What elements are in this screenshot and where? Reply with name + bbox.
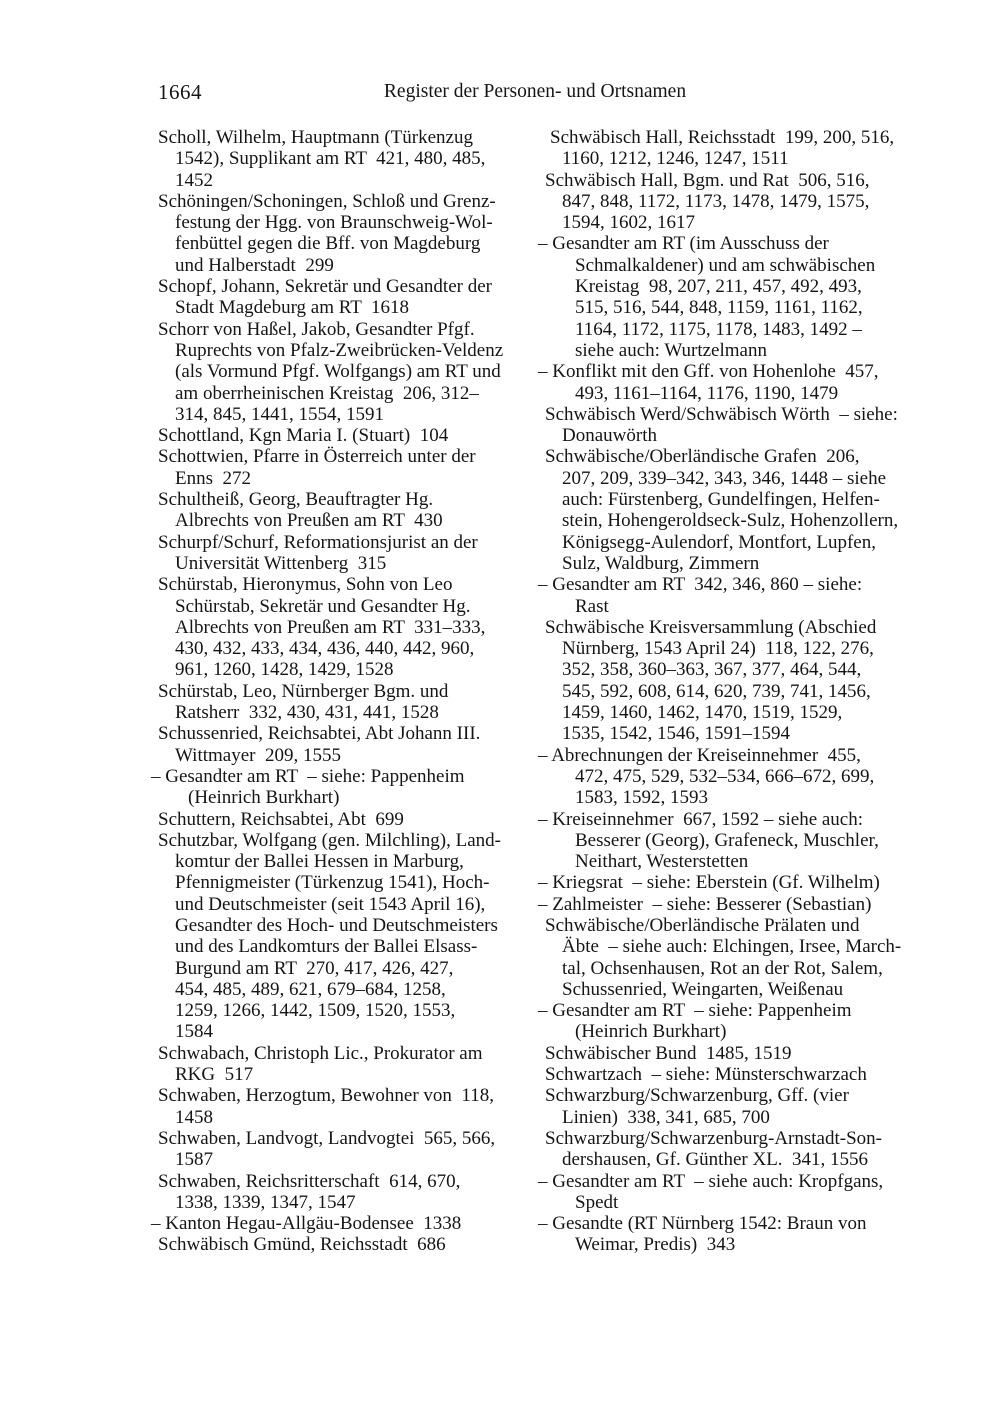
index-line: 1583, 1592, 1593: [575, 787, 708, 809]
index-line: 1458: [175, 1106, 213, 1128]
index-line: – Kanton Hegau-Allgäu-Bodensee 1338: [151, 1213, 462, 1235]
index-line: 352, 358, 360–363, 367, 377, 464, 544,: [562, 659, 862, 681]
index-line: – Gesandter am RT – siehe: Pappenheim: [151, 765, 465, 787]
index-line: Donauwörth: [562, 425, 657, 447]
index-line: und Halberstadt 299: [175, 254, 334, 276]
index-line: (als Vormund Pfgf. Wolfgangs) am RT und: [175, 361, 501, 383]
index-line: (Heinrich Burkhart): [575, 1021, 727, 1043]
index-line: – Gesandter am RT 342, 346, 860 – siehe:: [538, 574, 863, 596]
index-line: fenbüttel gegen die Bff. von Magdeburg: [175, 233, 481, 255]
page-header: [158, 80, 912, 106]
index-line: 847, 848, 1172, 1173, 1478, 1479, 1575,: [562, 190, 870, 212]
index-line: Weimar, Predis) 343: [575, 1234, 736, 1256]
index-line: 1452: [175, 169, 213, 191]
index-line: Schwaben, Reichsritterschaft 614, 670,: [158, 1170, 461, 1192]
index-line: – Gesandter am RT – siehe auch: Kropfgans,: [538, 1170, 884, 1192]
index-line: 961, 1260, 1428, 1429, 1528: [175, 659, 394, 681]
index-line: Enns 272: [175, 467, 251, 489]
index-line: Schwäbisch Hall, Reichsstadt 199, 200, 516,: [550, 127, 895, 148]
index-line: 1587: [175, 1149, 213, 1171]
index-line: Ruprechts von Pfalz-Zweibrücken-Veldenz: [175, 339, 504, 361]
index-line: Schuttern, Reichsabtei, Abt 699: [158, 808, 404, 830]
index-line: Schussenried, Reichsabtei, Abt Johann III.: [158, 723, 481, 745]
index-line: Schwäbische/Oberländische Grafen 206,: [545, 446, 860, 468]
running-title: Register der Personen- und Ortsnamen: [383, 81, 687, 102]
index-line: 454, 485, 489, 621, 679–684, 1258,: [175, 978, 446, 1000]
index-line: – Kriegsrat – siehe: Eberstein (Gf. Wilhelm): [538, 872, 880, 894]
index-line: Spedt: [575, 1191, 619, 1213]
index-line: Ratsherr 332, 430, 431, 441, 1528: [175, 702, 439, 724]
index-line: 1164, 1172, 1175, 1178, 1483, 1492 –: [575, 318, 862, 340]
index-column-left: [151, 127, 545, 1256]
index-line: Scholl, Wilhelm, Hauptmann (Türkenzug: [158, 127, 473, 148]
index-line: Schultheiß, Georg, Beauftragter Hg.: [158, 489, 434, 511]
index-line: Schutzbar, Wolfgang (gen. Milchling), Land-: [158, 829, 501, 851]
index-line: siehe auch: Wurtzelmann: [575, 339, 767, 361]
index-line: Universität Wittenberg 315: [175, 552, 387, 574]
index-line: Burgund am RT 270, 417, 426, 427,: [175, 957, 454, 979]
index-line: Neithart, Westerstetten: [575, 851, 749, 873]
index-line: 545, 592, 608, 614, 620, 739, 741, 1456,: [562, 680, 871, 702]
index-line: und des Landkomturs der Ballei Elsass-: [175, 936, 478, 958]
index-line: Schwaben, Herzogtum, Bewohner von 118,: [158, 1085, 494, 1107]
index-line: – Gesandter am RT (im Ausschuss der: [538, 233, 829, 255]
index-line: Schmalkaldener) und am schwäbischen: [575, 254, 876, 276]
index-line: dershausen, Gf. Günther XL. 341, 1556: [562, 1149, 869, 1171]
index-line: 430, 432, 433, 434, 436, 440, 442, 960,: [175, 638, 475, 660]
index-line: Gesandter des Hoch- und Deutschmeisters: [175, 914, 498, 936]
index-line: 472, 475, 529, 532–534, 666–672, 699,: [575, 765, 875, 787]
index-line: Schwarzburg/Schwarzenburg, Gff. (vier: [545, 1085, 849, 1107]
index-line: Schwäbisch Hall, Bgm. und Rat 506, 516,: [545, 169, 870, 191]
index-line: Schwäbische/Oberländische Prälaten und: [545, 914, 860, 936]
index-line: Schopf, Johann, Sekretär und Gesandter der: [158, 276, 492, 298]
index-line: (Heinrich Burkhart): [188, 787, 340, 809]
index-line: 1594, 1602, 1617: [562, 212, 695, 234]
index-line: Schürstab, Sekretär und Gesandter Hg.: [175, 595, 471, 617]
index-line: 1542), Supplikant am RT 421, 480, 485,: [175, 148, 486, 170]
index-line: Schussenried, Weingarten, Weißenau: [562, 978, 844, 1000]
index-line: tal, Ochsenhausen, Rot an der Rot, Salem,: [562, 957, 883, 979]
index-column-right: [538, 127, 945, 1256]
index-line: RKG 517: [175, 1064, 254, 1086]
index-line: 515, 516, 544, 848, 1159, 1161, 1162,: [575, 297, 863, 319]
index-line: Schwäbisch Gmünd, Reichsstadt 686: [158, 1234, 446, 1256]
index-line: auch: Fürstenberg, Gundelfingen, Helfen-: [562, 489, 880, 511]
index-line: am oberrheinischen Kreistag 206, 312–: [175, 382, 479, 404]
index-line: 1160, 1212, 1246, 1247, 1511: [562, 148, 789, 170]
index-line: Schürstab, Leo, Nürnberger Bgm. und: [158, 680, 449, 702]
index-line: Königsegg-Aulendorf, Montfort, Lupfen,: [562, 531, 876, 553]
index-line: Schürstab, Hieronymus, Sohn von Leo: [158, 574, 453, 596]
index-line: Linien) 338, 341, 685, 700: [562, 1106, 770, 1128]
index-line: Schöningen/Schoningen, Schloß und Grenz-: [158, 190, 496, 212]
index-line: Schwarzburg/Schwarzenburg-Arnstadt-Son-: [545, 1127, 882, 1149]
index-line: Besserer (Georg), Grafeneck, Muschler,: [575, 829, 879, 851]
index-line: 1459, 1460, 1462, 1470, 1519, 1529,: [562, 702, 843, 724]
index-line: – Abrechnungen der Kreiseinnehmer 455,: [538, 744, 861, 766]
index-line: Schurpf/Schurf, Reformationsjurist an der: [158, 531, 478, 553]
index-line: Schwäbischer Bund 1485, 1519: [545, 1042, 792, 1064]
index-line: und Deutschmeister (seit 1543 April 16),: [175, 893, 486, 915]
index-line: Schwäbisch Werd/Schwäbisch Wörth – siehe:: [545, 403, 898, 425]
index-line: Äbte – siehe auch: Elchingen, Irsee, March-: [562, 936, 902, 958]
index-line: 1338, 1339, 1347, 1547: [175, 1191, 356, 1213]
index-line: – Konflikt mit den Gff. von Hohenlohe 457,: [538, 361, 879, 383]
index-line: 314, 845, 1441, 1554, 1591: [175, 403, 384, 425]
index-line: Schwabach, Christoph Lic., Prokurator am: [158, 1042, 483, 1064]
index-line: – Gesandter am RT – siehe: Pappenheim: [538, 1000, 852, 1022]
index-line: Rast: [575, 595, 609, 617]
index-line: 493, 1161–1164, 1176, 1190, 1479: [575, 382, 839, 404]
index-line: 207, 209, 339–342, 343, 346, 1448 – siehe: [562, 467, 887, 489]
index-line: 1535, 1542, 1546, 1591–1594: [562, 723, 790, 745]
index-line: Schwäbische Kreisversammlung (Abschied: [545, 616, 877, 638]
index-line: – Zahlmeister – siehe: Besserer (Sebastian): [538, 893, 872, 915]
index-line: komtur der Ballei Hessen in Marburg,: [175, 851, 464, 873]
index-line: Wittmayer 209, 1555: [175, 744, 341, 766]
index-line: Sulz, Waldburg, Zimmern: [562, 552, 760, 574]
index-line: Kreistag 98, 207, 211, 457, 492, 493,: [575, 276, 862, 298]
page-number: 1664: [158, 80, 202, 104]
index-line: – Kreiseinnehmer 667, 1592 – siehe auch:: [538, 808, 864, 830]
index-line: stein, Hohengeroldseck-Sulz, Hohenzollern,: [562, 510, 899, 532]
index-line: 1259, 1266, 1442, 1509, 1520, 1553,: [175, 1000, 456, 1022]
index-line: Albrechts von Preußen am RT 430: [175, 510, 443, 532]
index-line: Schwaben, Landvogt, Landvogtei 565, 566,: [158, 1127, 496, 1149]
index-line: Stadt Magdeburg am RT 1618: [175, 297, 410, 319]
index-line: Nürnberg, 1543 April 24) 118, 122, 276,: [562, 638, 874, 660]
index-line: 1584: [175, 1021, 213, 1043]
index-line: Schorr von Haßel, Jakob, Gesandter Pfgf.: [158, 318, 475, 340]
index-line: Schottland, Kgn Maria I. (Stuart) 104: [158, 425, 449, 447]
index-line: – Gesandte (RT Nürnberg 1542: Braun von: [538, 1213, 867, 1235]
index-line: Schottwien, Pfarre in Österreich unter der: [158, 446, 476, 468]
index-line: festung der Hgg. von Braunschweig-Wol-: [175, 212, 493, 234]
index-line: Albrechts von Preußen am RT 331–333,: [175, 616, 486, 638]
index-line: Schwartzach – siehe: Münsterschwarzach: [545, 1064, 867, 1086]
index-line: Pfennigmeister (Türkenzug 1541), Hoch-: [175, 872, 490, 894]
